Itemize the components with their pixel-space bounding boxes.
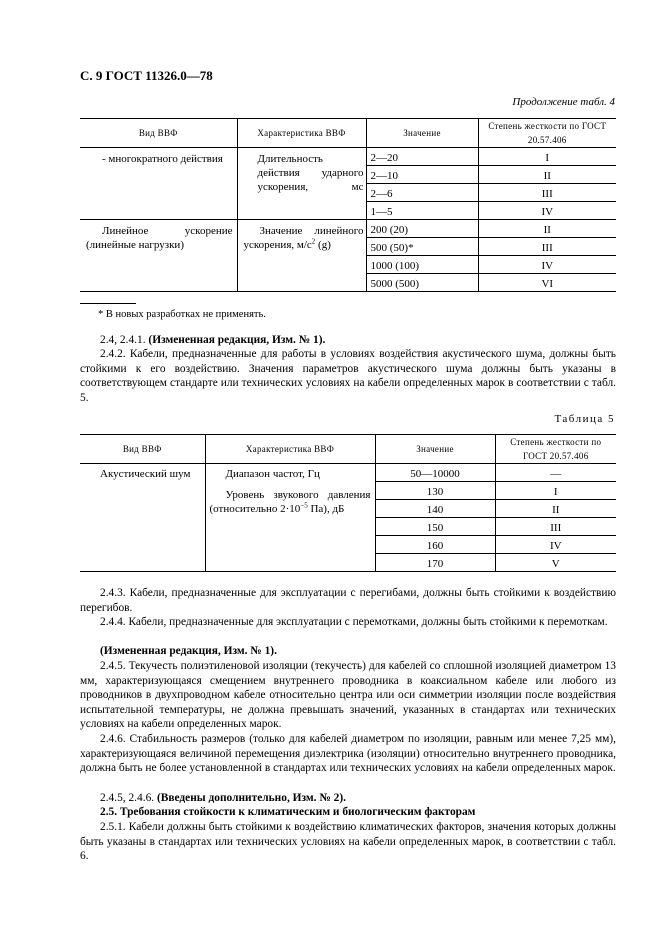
paragraph-2-5-1: 2.5.1. Кабели должны быть стойкими к воздействию климатических факторов, значения которых должны быть указаны в стандартах или технических условиях на кабели определенных марок, в соответствии с табл. 6.: [80, 821, 616, 863]
table-cell-severity: VI: [478, 274, 616, 292]
table-cell-char: [205, 482, 375, 572]
char-text-main: Уровень звукового давления (относительно 2·10: [209, 488, 371, 515]
paragraph-2-4-4: 2.4.4. Кабели, предназначенные для эксплуатации с перемотками, должны быть стойкими к перемоткам.: [100, 616, 608, 628]
paragraph-2-4-5-2-4-6: [80, 791, 616, 806]
col-header-severity: Степень жесткости по ГОСТ 20.57.406: [478, 119, 616, 148]
table-continuation-label: Продолжение табл. 4: [512, 96, 615, 108]
table-cell-severity: II: [495, 500, 616, 518]
table-cell-value: 2—6: [366, 184, 478, 202]
table-cell-value: 1—5: [366, 202, 478, 220]
paragraph-2-4-6: 2.4.6. Стабильность размеров (только для кабелей диаметром по изоляции, равным или менее 7,25 мм), характеризующаяся величиной перемещения диэлектрика (изоляции) относительно внутреннего проводника, должна быть не более установленной в стандартах или технических условиях на кабели определенных марок.: [80, 733, 616, 775]
paragraph-2-4-1: [80, 333, 616, 348]
kind-text: Линейное ускорение (линейные нагрузки): [86, 225, 233, 251]
table-cell-char: [237, 148, 366, 220]
table-5-label: Таблица 5: [554, 413, 615, 425]
char-text-main: Значение линейного ускорения, м/с: [243, 225, 364, 251]
table-4: [80, 118, 616, 292]
table-cell-severity: IV: [495, 536, 616, 554]
paragraph-number: 2.4.5, 2.4.6.: [100, 792, 155, 804]
char-text: Длительность действия ударного ускорения, мс: [257, 153, 364, 193]
table-cell-severity: —: [495, 464, 616, 482]
paragraph-2-4-5: 2.4.5. Текучесть полиэтиленовой изоляции (текучесть) для кабелей со сплошной изоляцией диаметром 13 мм, характеризующаяся смещением внутреннего проводника в коаксиальном кабеле или любого из проводников в двухпроводном кабеле относительно центра или оси симметрии изоляции после воздействия испытательной температуры, не должна превышать значений, указанных в стандартах или технических условиях на кабели определенных марок.: [80, 660, 616, 731]
table-cell-value: 5000 (500): [366, 274, 478, 292]
table-cell-kind: [80, 220, 237, 292]
amendment-note: (Введены дополнительно, Изм. № 2).: [156, 792, 346, 804]
char-text-unit: Па), дБ: [307, 502, 345, 515]
table-cell-severity: I: [495, 482, 616, 500]
table-cell-value: 160: [375, 536, 495, 554]
paragraph-2-4-3: 2.4.3. Кабели, предназначенные для эксплуатации с перегибами, должны быть стойкими к воздействию перегибов.: [80, 587, 616, 614]
char-text-sup: −5: [300, 500, 308, 509]
table-cell-kind: - многократного действия: [80, 148, 237, 220]
char-text-sup: 2: [311, 237, 316, 246]
col-header-value: Значение: [375, 435, 495, 464]
table-cell-value: 2—10: [366, 166, 478, 184]
table-cell-severity: III: [478, 184, 616, 202]
table-cell-value: 130: [375, 482, 495, 500]
char-text: [210, 488, 371, 516]
table-cell-char: Диапазон частот, Гц: [205, 464, 375, 482]
amendment-note: (Измененная редакция, Изм. № 1).: [148, 334, 326, 346]
page-header: С. 9 ГОСТ 11326.0—78: [80, 68, 213, 83]
table-cell-severity: IV: [478, 256, 616, 274]
table-cell-severity: I: [478, 148, 616, 166]
table-cell-value: 150: [375, 518, 495, 536]
table-cell-value: 500 (50)*: [366, 238, 478, 256]
paragraph-2-4-2: 2.4.2. Кабели, предназначенные для работы в условиях воздействия акустического шума, должны быть стойкими к его воздействию. Значения параметров акустического шума должны быть указаны в соответствующем стандарте или технических условиях на кабели определенных марок в соответствии с табл. 5.: [80, 348, 616, 404]
amendment-note: (Измененная редакция, Изм. № 1).: [100, 645, 277, 657]
table-cell-severity: IV: [478, 202, 616, 220]
table-cell-severity: V: [495, 554, 616, 572]
table-cell-char: [237, 220, 366, 292]
char-text-unit: (g): [315, 239, 331, 251]
table-cell-severity: III: [478, 238, 616, 256]
col-header-value: Значение: [366, 119, 478, 148]
table-cell-value: 170: [375, 554, 495, 572]
col-header-char: Характеристика ВВФ: [237, 119, 366, 148]
footnote: * В новых разработках не применять.: [98, 309, 266, 320]
table-cell-kind: Акустический шум: [80, 464, 205, 572]
table-cell-value: 140: [375, 500, 495, 518]
col-header-kind: Вид ВВФ: [80, 435, 205, 464]
col-header-kind: Вид ВВФ: [80, 119, 237, 148]
char-text: [244, 224, 364, 252]
table-cell-value: 2—20: [366, 148, 478, 166]
col-header-char: Характеристика ВВФ: [205, 435, 375, 464]
table-cell-severity: II: [478, 220, 616, 238]
col-header-severity: Степень жесткости по ГОСТ 20.57.406: [495, 435, 616, 464]
table-5: [80, 434, 616, 572]
table-cell-value: 200 (20): [366, 220, 478, 238]
table-cell-severity: II: [478, 166, 616, 184]
table-cell-severity: III: [495, 518, 616, 536]
table-cell-value: 50—10000: [375, 464, 495, 482]
paragraph-number: 2.4, 2.4.1.: [100, 334, 146, 346]
table-cell-value: 1000 (100): [366, 256, 478, 274]
footnote-rule: [80, 303, 136, 304]
section-heading-2-5: 2.5. Требования стойкости к климатическим и биологическим факторам: [100, 806, 476, 818]
